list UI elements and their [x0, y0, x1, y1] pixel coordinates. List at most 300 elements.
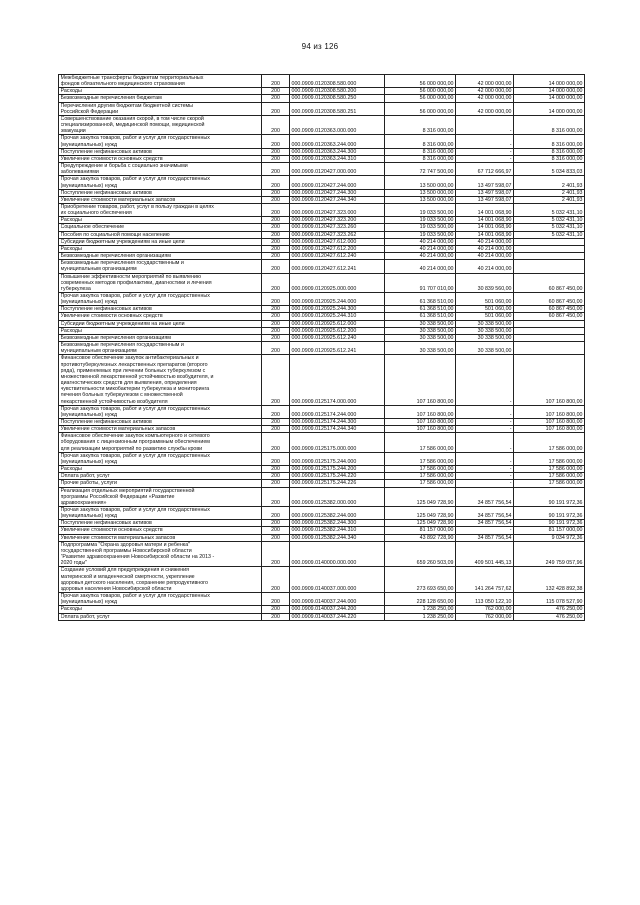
expense-name-line: ряда), применяемых при лечении больных туберкулезом с: [60, 367, 206, 374]
expense-name-line: Расходы: [60, 88, 82, 95]
table-row: [59, 273, 585, 292]
table-row: [59, 163, 585, 176]
approved-amount-cell: 72 747 500,00: [385, 163, 456, 176]
expense-name-line: Расходы: [60, 466, 82, 473]
expense-name-line: Предупреждение и борьба с социально значимыми: [60, 163, 188, 170]
expense-name-line: эвакуации: [60, 128, 86, 135]
executed-amount-cell: -: [456, 527, 514, 534]
executed-amount-cell: 30 338 500,00: [456, 320, 514, 327]
expense-name-line: фондов обязательного медицинского страхования: [60, 81, 185, 88]
unexecuted-amount-cell: 17 586 000,00: [514, 433, 585, 452]
approved-amount-cell: 61 368 510,00: [385, 313, 456, 320]
expense-name-cell: [59, 245, 262, 252]
executed-amount-cell: 30 338 500,00: [456, 334, 514, 341]
executed-amount-cell: -: [456, 115, 514, 134]
approved-amount-cell: 56 000 000,00: [385, 102, 456, 115]
unexecuted-amount-cell: 2 401,93: [514, 176, 585, 189]
table-row: [59, 88, 585, 95]
executed-amount-cell: 34 857 756,54: [456, 520, 514, 527]
line-code-cell: 200: [262, 405, 290, 418]
approved-amount-cell: 8 316 000,00: [385, 155, 456, 162]
approved-amount-cell: 273 693 650,00: [385, 567, 456, 593]
table-row: [59, 507, 585, 520]
expense-name-line: здравоохранения»: [60, 499, 107, 506]
expense-name-cell: [59, 176, 262, 189]
executed-amount-cell: 501 060,00: [456, 313, 514, 320]
unexecuted-amount-cell: 5 032 431,10: [514, 217, 585, 224]
executed-amount-cell: 13 497 598,07: [456, 189, 514, 196]
executed-amount-cell: 30 839 560,00: [456, 273, 514, 292]
line-code-cell: 200: [262, 342, 290, 355]
budget-classification-cell: 000.0909.0120363.244.300: [290, 148, 385, 155]
unexecuted-amount-cell: 107 160 800,00: [514, 418, 585, 425]
expense-name-cell: [59, 355, 262, 405]
unexecuted-amount-cell: 5 034 833,03: [514, 163, 585, 176]
budget-classification-cell: 000.0909.0125175.244.220: [290, 473, 385, 480]
budget-classification-cell: 000.0909.0140037.244.200: [290, 606, 385, 613]
budget-classification-cell: 000.0909.0120427.612.000: [290, 238, 385, 245]
approved-amount-cell: 19 033 500,00: [385, 217, 456, 224]
expense-name-cell: [59, 541, 262, 567]
expense-name-cell: [59, 334, 262, 341]
executed-amount-cell: 762 000,00: [456, 613, 514, 620]
unexecuted-amount-cell: 8 316 000,00: [514, 135, 585, 148]
table-row: [59, 135, 585, 148]
approved-amount-cell: 56 000 000,00: [385, 88, 456, 95]
line-code-cell: 200: [262, 541, 290, 567]
budget-classification-cell: 000.0909.0120925.612.200: [290, 327, 385, 334]
expense-name-cell: [59, 520, 262, 527]
budget-classification-cell: 000.0909.0120925.244.310: [290, 313, 385, 320]
expense-name-cell: [59, 613, 262, 620]
line-code-cell: 200: [262, 115, 290, 134]
budget-classification-cell: 000.0909.0125175.244.000: [290, 452, 385, 465]
line-code-cell: 200: [262, 148, 290, 155]
expense-name-line: Прочая закупка товаров, работ и услуг для государственных: [60, 405, 210, 412]
executed-amount-cell: -: [456, 355, 514, 405]
executed-amount-cell: 42 000 000,00: [456, 88, 514, 95]
expense-name-line: Социальное обеспечение: [60, 224, 125, 231]
table-row: [59, 293, 585, 306]
executed-amount-cell: 42 000 000,00: [456, 95, 514, 102]
line-code-cell: 200: [262, 593, 290, 606]
expense-name-cell: [59, 452, 262, 465]
unexecuted-amount-cell: 476 250,00: [514, 606, 585, 613]
line-code-cell: 200: [262, 327, 290, 334]
expense-name-cell: [59, 487, 262, 506]
expense-name-cell: [59, 473, 262, 480]
approved-amount-cell: 8 316 000,00: [385, 148, 456, 155]
unexecuted-amount-cell: [514, 334, 585, 341]
expense-name-cell: [59, 466, 262, 473]
executed-amount-cell: -: [456, 466, 514, 473]
line-code-cell: 200: [262, 567, 290, 593]
unexecuted-amount-cell: 8 316 000,00: [514, 148, 585, 155]
budget-classification-cell: 000.0909.0120427.244.300: [290, 189, 385, 196]
line-code-cell: 200: [262, 426, 290, 433]
expense-name-line: здоровья детского населения, сохранение репродуктивного: [60, 579, 208, 586]
line-code-cell: 200: [262, 320, 290, 327]
expense-name-line: Увеличение стоимости материальных запасов: [60, 426, 176, 433]
line-code-cell: 200: [262, 313, 290, 320]
expense-name-line: заболеваниями: [60, 169, 99, 176]
expense-name-line: муниципальным организациям: [60, 266, 137, 273]
expense-name-cell: [59, 196, 262, 203]
unexecuted-amount-cell: 9 034 972,36: [514, 534, 585, 541]
unexecuted-amount-cell: 90 191 972,36: [514, 487, 585, 506]
approved-amount-cell: 56 000 000,00: [385, 95, 456, 102]
budget-classification-cell: 000.0909.0140000.000.000: [290, 541, 385, 567]
expense-name-line: Прочая закупка товаров, работ и услуг для государственных: [60, 176, 210, 183]
expense-name-line: (муниципальных) нужд: [60, 599, 118, 606]
budget-classification-cell: 000.0909.0120363.244.310: [290, 155, 385, 162]
line-code-cell: 200: [262, 163, 290, 176]
budget-classification-cell: 000.0909.0120925.000.000: [290, 273, 385, 292]
expense-name-line: Безвозмездные перечисления организациям: [60, 253, 171, 260]
line-code-cell: 200: [262, 238, 290, 245]
table-row: [59, 487, 585, 506]
approved-amount-cell: 107 160 800,00: [385, 426, 456, 433]
expense-name-cell: [59, 95, 262, 102]
budget-classification-cell: 000.0909.0125382.000.000: [290, 487, 385, 506]
executed-amount-cell: 30 338 500,00: [456, 327, 514, 334]
line-code-cell: 200: [262, 433, 290, 452]
unexecuted-amount-cell: 14 000 000,00: [514, 102, 585, 115]
expense-name-cell: [59, 342, 262, 355]
expense-name-line: Расходы: [60, 245, 82, 252]
budget-classification-cell: 000.0909.0120925.612.241: [290, 342, 385, 355]
line-code-cell: 200: [262, 189, 290, 196]
budget-classification-cell: 000.0909.0125382.244.000: [290, 507, 385, 520]
table-row: [59, 231, 585, 238]
approved-amount-cell: 17 586 000,00: [385, 473, 456, 480]
approved-amount-cell: 19 033 500,00: [385, 224, 456, 231]
approved-amount-cell: 30 338 500,00: [385, 342, 456, 355]
budget-classification-cell: 000.0909.0120427.323.262: [290, 231, 385, 238]
unexecuted-amount-cell: 60 867 450,00: [514, 273, 585, 292]
expense-name-line: оборудования с лицензионным программным обеспечением: [60, 439, 210, 446]
executed-amount-cell: 13 497 598,07: [456, 196, 514, 203]
approved-amount-cell: 43 892 728,90: [385, 534, 456, 541]
line-code-cell: 200: [262, 534, 290, 541]
unexecuted-amount-cell: 17 586 000,00: [514, 480, 585, 487]
budget-classification-cell: 000.0909.0140037.000.000: [290, 567, 385, 593]
executed-amount-cell: 42 000 000,00: [456, 102, 514, 115]
unexecuted-amount-cell: 8 316 000,00: [514, 155, 585, 162]
unexecuted-amount-cell: 17 586 000,00: [514, 473, 585, 480]
budget-classification-cell: 000.0909.0120925.244.000: [290, 293, 385, 306]
line-code-cell: 200: [262, 306, 290, 313]
unexecuted-amount-cell: 17 586 000,00: [514, 466, 585, 473]
table-row: [59, 355, 585, 405]
line-code-cell: 200: [262, 102, 290, 115]
expense-name-line: Расходы: [60, 606, 82, 613]
expense-name-cell: [59, 135, 262, 148]
expense-name-line: Прочая закупка товаров, работ и услуг для государственных: [60, 135, 210, 142]
unexecuted-amount-cell: 60 867 450,00: [514, 313, 585, 320]
approved-amount-cell: 1 238 250,00: [385, 613, 456, 620]
expense-name-cell: [59, 203, 262, 216]
approved-amount-cell: 17 586 000,00: [385, 433, 456, 452]
unexecuted-amount-cell: 107 160 800,00: [514, 355, 585, 405]
expense-name-line: Безвозмездные перечисления бюджетам: [60, 95, 162, 102]
approved-amount-cell: 91 707 010,00: [385, 273, 456, 292]
line-code-cell: 200: [262, 527, 290, 534]
table-row: [59, 75, 585, 88]
expense-name-cell: [59, 426, 262, 433]
unexecuted-amount-cell: 5 032 431,10: [514, 203, 585, 216]
table-row: [59, 176, 585, 189]
unexecuted-amount-cell: 132 428 892,38: [514, 567, 585, 593]
expense-name-line: Субсидии бюджетным учреждениям на иные цели: [60, 238, 185, 245]
unexecuted-amount-cell: 476 250,00: [514, 613, 585, 620]
expense-name-line: Совершенствование оказания скорой, в том числе скорой: [60, 115, 204, 122]
expense-name-line: (муниципальных) нужд: [60, 182, 118, 189]
line-code-cell: 200: [262, 176, 290, 189]
line-code-cell: 200: [262, 487, 290, 506]
table-row: [59, 334, 585, 341]
approved-amount-cell: 1 238 250,00: [385, 606, 456, 613]
budget-classification-cell: 000.0909.0125174.000.000: [290, 355, 385, 405]
unexecuted-amount-cell: 81 157 000,00: [514, 527, 585, 534]
expense-name-line: Поступление нефинансовых активов: [60, 189, 152, 196]
table-row: [59, 418, 585, 425]
budget-classification-cell: 000.0909.0125175.244.200: [290, 466, 385, 473]
budget-classification-cell: 000.0909.0120363.244.000: [290, 135, 385, 148]
unexecuted-amount-cell: 115 078 527,90: [514, 593, 585, 606]
executed-amount-cell: -: [456, 452, 514, 465]
unexecuted-amount-cell: [514, 238, 585, 245]
executed-amount-cell: -: [456, 473, 514, 480]
unexecuted-amount-cell: 17 586 000,00: [514, 452, 585, 465]
executed-amount-cell: -: [456, 405, 514, 418]
expense-name-cell: [59, 293, 262, 306]
table-row: [59, 189, 585, 196]
expense-name-line: муниципальным организациям: [60, 348, 137, 355]
expense-name-cell: [59, 88, 262, 95]
executed-amount-cell: 14 001 068,90: [456, 231, 514, 238]
expense-name-line: Финансовое обеспечение закупок антибактериальных и: [60, 355, 199, 362]
unexecuted-amount-cell: 90 191 972,36: [514, 520, 585, 527]
executed-amount-cell: 67 712 666,97: [456, 163, 514, 176]
expense-name-line: туберкулеза: [60, 285, 91, 292]
executed-amount-cell: 501 060,00: [456, 293, 514, 306]
line-code-cell: 200: [262, 253, 290, 260]
table-row: [59, 327, 585, 334]
approved-amount-cell: 30 338 500,00: [385, 320, 456, 327]
approved-amount-cell: 13 500 000,00: [385, 189, 456, 196]
expense-name-cell: [59, 273, 262, 292]
executed-amount-cell: 13 497 598,07: [456, 176, 514, 189]
expense-name-line: государственной программы Новосибирской области: [60, 547, 192, 554]
approved-amount-cell: 17 586 000,00: [385, 466, 456, 473]
unexecuted-amount-cell: [514, 342, 585, 355]
executed-amount-cell: 40 214 000,00: [456, 260, 514, 273]
budget-classification-cell: 000.0909.0125174.244.000: [290, 405, 385, 418]
executed-amount-cell: -: [456, 418, 514, 425]
expense-name-line: Подпрограмма "Охрана здоровья матери и ребенка": [60, 541, 191, 548]
expense-name-cell: [59, 606, 262, 613]
executed-amount-cell: 40 214 000,00: [456, 238, 514, 245]
expense-name-cell: [59, 253, 262, 260]
unexecuted-amount-cell: 2 401,93: [514, 196, 585, 203]
executed-amount-cell: -: [456, 433, 514, 452]
expense-name-cell: [59, 217, 262, 224]
line-code-cell: 200: [262, 480, 290, 487]
expense-name-line: "Развитие здравоохранения Новосибирской области на 2013 -: [60, 554, 215, 561]
expense-name-line: их социального обеспечения: [60, 210, 132, 217]
line-code-cell: 200: [262, 293, 290, 306]
line-code-cell: 200: [262, 231, 290, 238]
line-code-cell: 200: [262, 507, 290, 520]
line-code-cell: 200: [262, 245, 290, 252]
budget-classification-cell: 000.0909.0120363.000.000: [290, 115, 385, 134]
expense-name-line: Увеличение стоимости материальных запасов: [60, 196, 176, 203]
budget-classification-cell: 000.0909.0120925.244.300: [290, 306, 385, 313]
expense-name-line: лечения больных туберкулезом с множественной: [60, 392, 183, 399]
executed-amount-cell: 501 060,00: [456, 306, 514, 313]
approved-amount-cell: 125 049 728,90: [385, 520, 456, 527]
expense-name-line: Поступление нефинансовых активов: [60, 148, 152, 155]
table-row: [59, 196, 585, 203]
table-row: [59, 480, 585, 487]
expense-name-line: материнской и младенческой смертности, укрепление: [60, 573, 195, 580]
table-row: [59, 567, 585, 593]
page-number: 94 из 126: [301, 42, 339, 51]
expense-name-line: множественной лекарственной устойчивостью возбудителя, и: [60, 373, 214, 380]
expense-name-line: Прочие работы, услуги: [60, 480, 118, 487]
expense-name-line: Реализация отдельных мероприятий государственной: [60, 487, 195, 494]
approved-amount-cell: 13 500 000,00: [385, 176, 456, 189]
expense-name-cell: [59, 306, 262, 313]
unexecuted-amount-cell: 14 000 000,00: [514, 75, 585, 88]
expense-name-line: Увеличение стоимости материальных запасов: [60, 534, 176, 541]
table-row: [59, 148, 585, 155]
table-row: [59, 466, 585, 473]
expense-name-line: Приобретение товаров, работ, услуг в пользу граждан в целях: [60, 203, 214, 210]
table-row: [59, 245, 585, 252]
expense-name-line: Прочая закупка товаров, работ и услуг для государственных: [60, 452, 210, 459]
expense-name-line: (муниципальных) нужд: [60, 141, 118, 148]
approved-amount-cell: 659 260 503,09: [385, 541, 456, 567]
unexecuted-amount-cell: 60 867 450,00: [514, 306, 585, 313]
table-row: [59, 433, 585, 452]
approved-amount-cell: 19 033 500,00: [385, 231, 456, 238]
expense-name-line: (муниципальных) нужд: [60, 458, 118, 465]
table-row: [59, 253, 585, 260]
budget-classification-cell: 000.0909.0125175.244.226: [290, 480, 385, 487]
unexecuted-amount-cell: 5 032 431,10: [514, 231, 585, 238]
approved-amount-cell: 40 214 000,00: [385, 260, 456, 273]
approved-amount-cell: 228 128 650,00: [385, 593, 456, 606]
expense-name-line: (муниципальных) нужд: [60, 299, 118, 306]
line-code-cell: 200: [262, 273, 290, 292]
approved-amount-cell: 61 368 510,00: [385, 306, 456, 313]
table-row: [59, 405, 585, 418]
budget-classification-cell: 000.0909.0120427.323.200: [290, 217, 385, 224]
table-row: [59, 320, 585, 327]
expense-name-line: Перечисления другим бюджетам бюджетной системы: [60, 102, 193, 109]
budget-classification-cell: 000.0909.0120925.612.240: [290, 334, 385, 341]
unexecuted-amount-cell: 8 316 000,00: [514, 115, 585, 134]
unexecuted-amount-cell: 60 867 450,00: [514, 293, 585, 306]
budget-classification-cell: 000.0909.0140037.244.000: [290, 593, 385, 606]
executed-amount-cell: 40 214 000,00: [456, 253, 514, 260]
expense-name-line: Межбюджетные трансферты бюджетам территориальных: [60, 75, 204, 81]
expense-name-line: лекарственной устойчивостью возбудителя: [60, 398, 168, 405]
expense-name-cell: [59, 593, 262, 606]
expense-name-line: Увеличение стоимости основных средств: [60, 313, 163, 320]
expense-name-line: Расходы: [60, 327, 82, 334]
executed-amount-cell: 34 857 756,54: [456, 507, 514, 520]
expense-name-cell: [59, 534, 262, 541]
approved-amount-cell: 107 160 800,00: [385, 405, 456, 418]
executed-amount-cell: -: [456, 135, 514, 148]
executed-amount-cell: 42 000 000,00: [456, 75, 514, 88]
approved-amount-cell: 17 586 000,00: [385, 452, 456, 465]
unexecuted-amount-cell: [514, 320, 585, 327]
approved-amount-cell: 125 049 728,90: [385, 507, 456, 520]
expense-name-cell: [59, 155, 262, 162]
executed-amount-cell: 141 264 757,62: [456, 567, 514, 593]
table-row: [59, 613, 585, 620]
line-code-cell: 200: [262, 473, 290, 480]
expense-name-cell: [59, 148, 262, 155]
expense-name-line: программы Российской Федерации «Развитие: [60, 493, 175, 500]
approved-amount-cell: 40 214 000,00: [385, 253, 456, 260]
expense-name-cell: [59, 433, 262, 452]
expense-name-line: Безвозмездные перечисления государственным и: [60, 260, 184, 267]
unexecuted-amount-cell: 14 000 000,00: [514, 95, 585, 102]
executed-amount-cell: 113 050 122,10: [456, 593, 514, 606]
budget-classification-cell: 000.0909.0120427.323.260: [290, 224, 385, 231]
line-code-cell: 200: [262, 418, 290, 425]
executed-amount-cell: 40 214 000,00: [456, 245, 514, 252]
approved-amount-cell: 17 586 000,00: [385, 480, 456, 487]
table-row: [59, 541, 585, 567]
approved-amount-cell: 107 160 800,00: [385, 418, 456, 425]
expense-name-cell: [59, 115, 262, 134]
expense-name-line: Российской Федерации: [60, 108, 119, 115]
expense-name-cell: [59, 102, 262, 115]
line-code-cell: 200: [262, 196, 290, 203]
expense-name-line: Безвозмездные перечисления государственным и: [60, 342, 184, 349]
executed-amount-cell: -: [456, 426, 514, 433]
expense-name-line: (муниципальных) нужд: [60, 411, 118, 418]
approved-amount-cell: 125 049 728,90: [385, 487, 456, 506]
line-code-cell: 200: [262, 334, 290, 341]
table-row: [59, 260, 585, 273]
budget-classification-cell: 000.0909.0120427.612.200: [290, 245, 385, 252]
unexecuted-amount-cell: [514, 327, 585, 334]
expense-name-line: Повышение эффективности мероприятий по выявлению: [60, 273, 201, 280]
expense-name-line: 2020 годы": [60, 560, 88, 567]
table-row: [59, 527, 585, 534]
line-code-cell: 200: [262, 217, 290, 224]
expense-name-line: диагностических средств для выявления, определения: [60, 380, 197, 387]
expense-name-cell: [59, 231, 262, 238]
expense-name-line: Прочая закупка товаров, работ и услуг для государственных: [60, 593, 210, 600]
expense-name-cell: [59, 418, 262, 425]
approved-amount-cell: 40 214 000,00: [385, 245, 456, 252]
approved-amount-cell: 81 157 000,00: [385, 527, 456, 534]
expense-name-cell: [59, 480, 262, 487]
table-row: [59, 306, 585, 313]
expense-name-cell: [59, 224, 262, 231]
unexecuted-amount-cell: 2 401,93: [514, 189, 585, 196]
line-code-cell: 200: [262, 75, 290, 88]
expense-name-line: современных методов профилактики, диагностики и лечения: [60, 279, 212, 286]
